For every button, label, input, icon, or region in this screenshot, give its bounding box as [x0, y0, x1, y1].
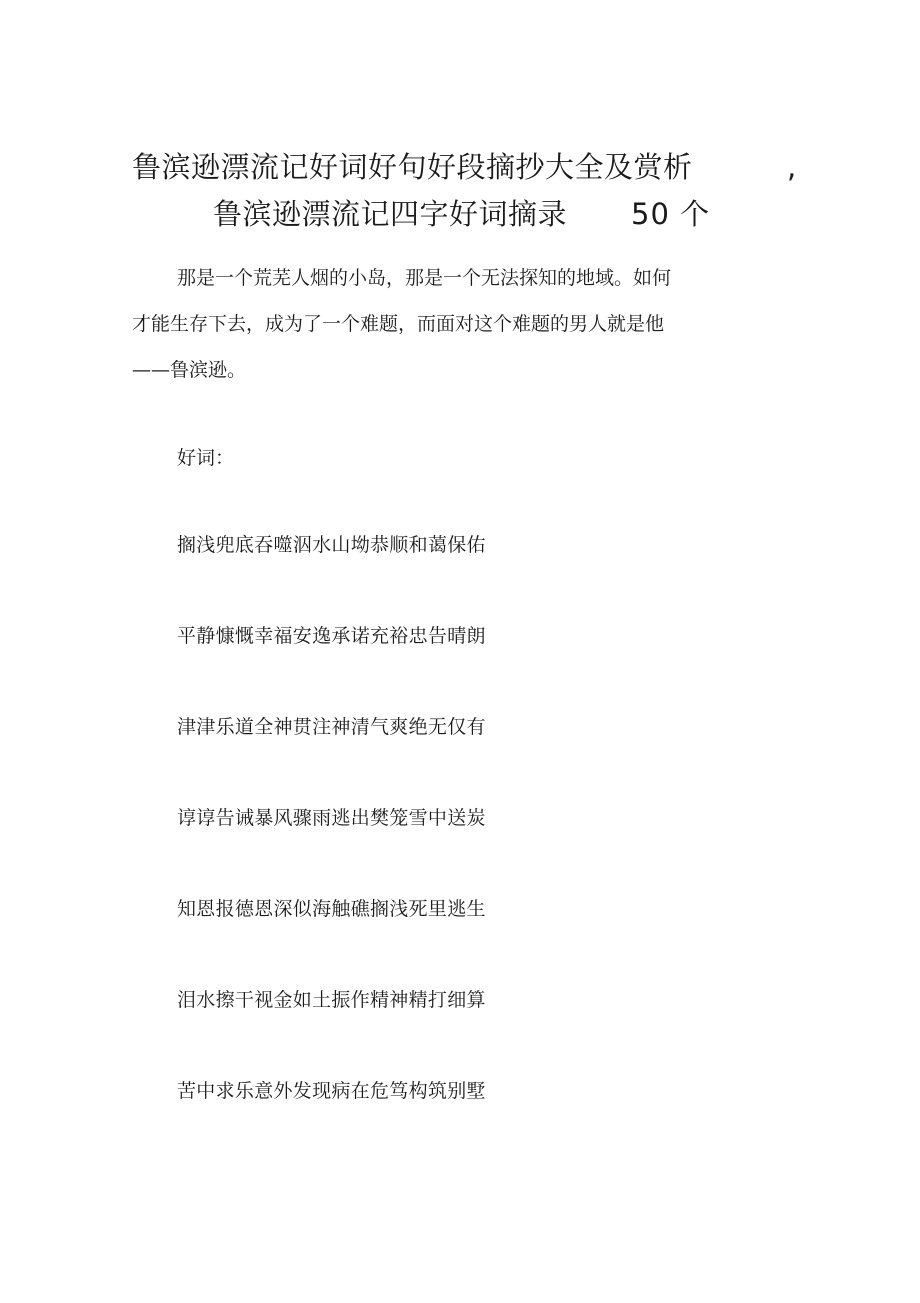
word-list — [177, 527, 486, 1164]
word-row: 苦中求乐意外发现病在危笃构筑别墅 — [177, 1080, 486, 1102]
word-row: 平静慷慨幸福安逸承诺充裕忠告晴朗 — [177, 625, 486, 647]
intro-line-1: 那是一个荒芜人烟的小岛，那是一个无法探知的地域。如何 — [177, 267, 672, 289]
intro-line-2: 才能生存下去，成为了一个难题，而面对这个难题的男人就是他 — [132, 313, 665, 335]
intro-line-3: ——鲁滨逊。 — [132, 359, 247, 381]
word-row: 知恩报德恩深似海触礁搁浅死里逃生 — [177, 898, 486, 920]
word-row: 搁浅兜底吞噬泅水山坳恭顺和蔼保佑 — [177, 534, 486, 556]
word-row: 津津乐道全神贯注神清气爽绝无仅有 — [177, 716, 486, 738]
title-line-2: 鲁滨逊漂流记四字好词摘录 — [213, 197, 568, 231]
title-line-1: 鲁滨逊漂流记好词好句好段摘抄大全及赏析 — [132, 150, 693, 184]
word-row: 泪水擦干视金如土振作精神精打细算 — [177, 989, 486, 1011]
title-comma: , — [787, 150, 797, 184]
word-row: 谆谆告诫暴风骤雨逃出樊笼雪中送炭 — [177, 807, 486, 829]
title-count: 50 个 — [631, 197, 711, 231]
section-label-good-words: 好词： — [177, 447, 235, 469]
